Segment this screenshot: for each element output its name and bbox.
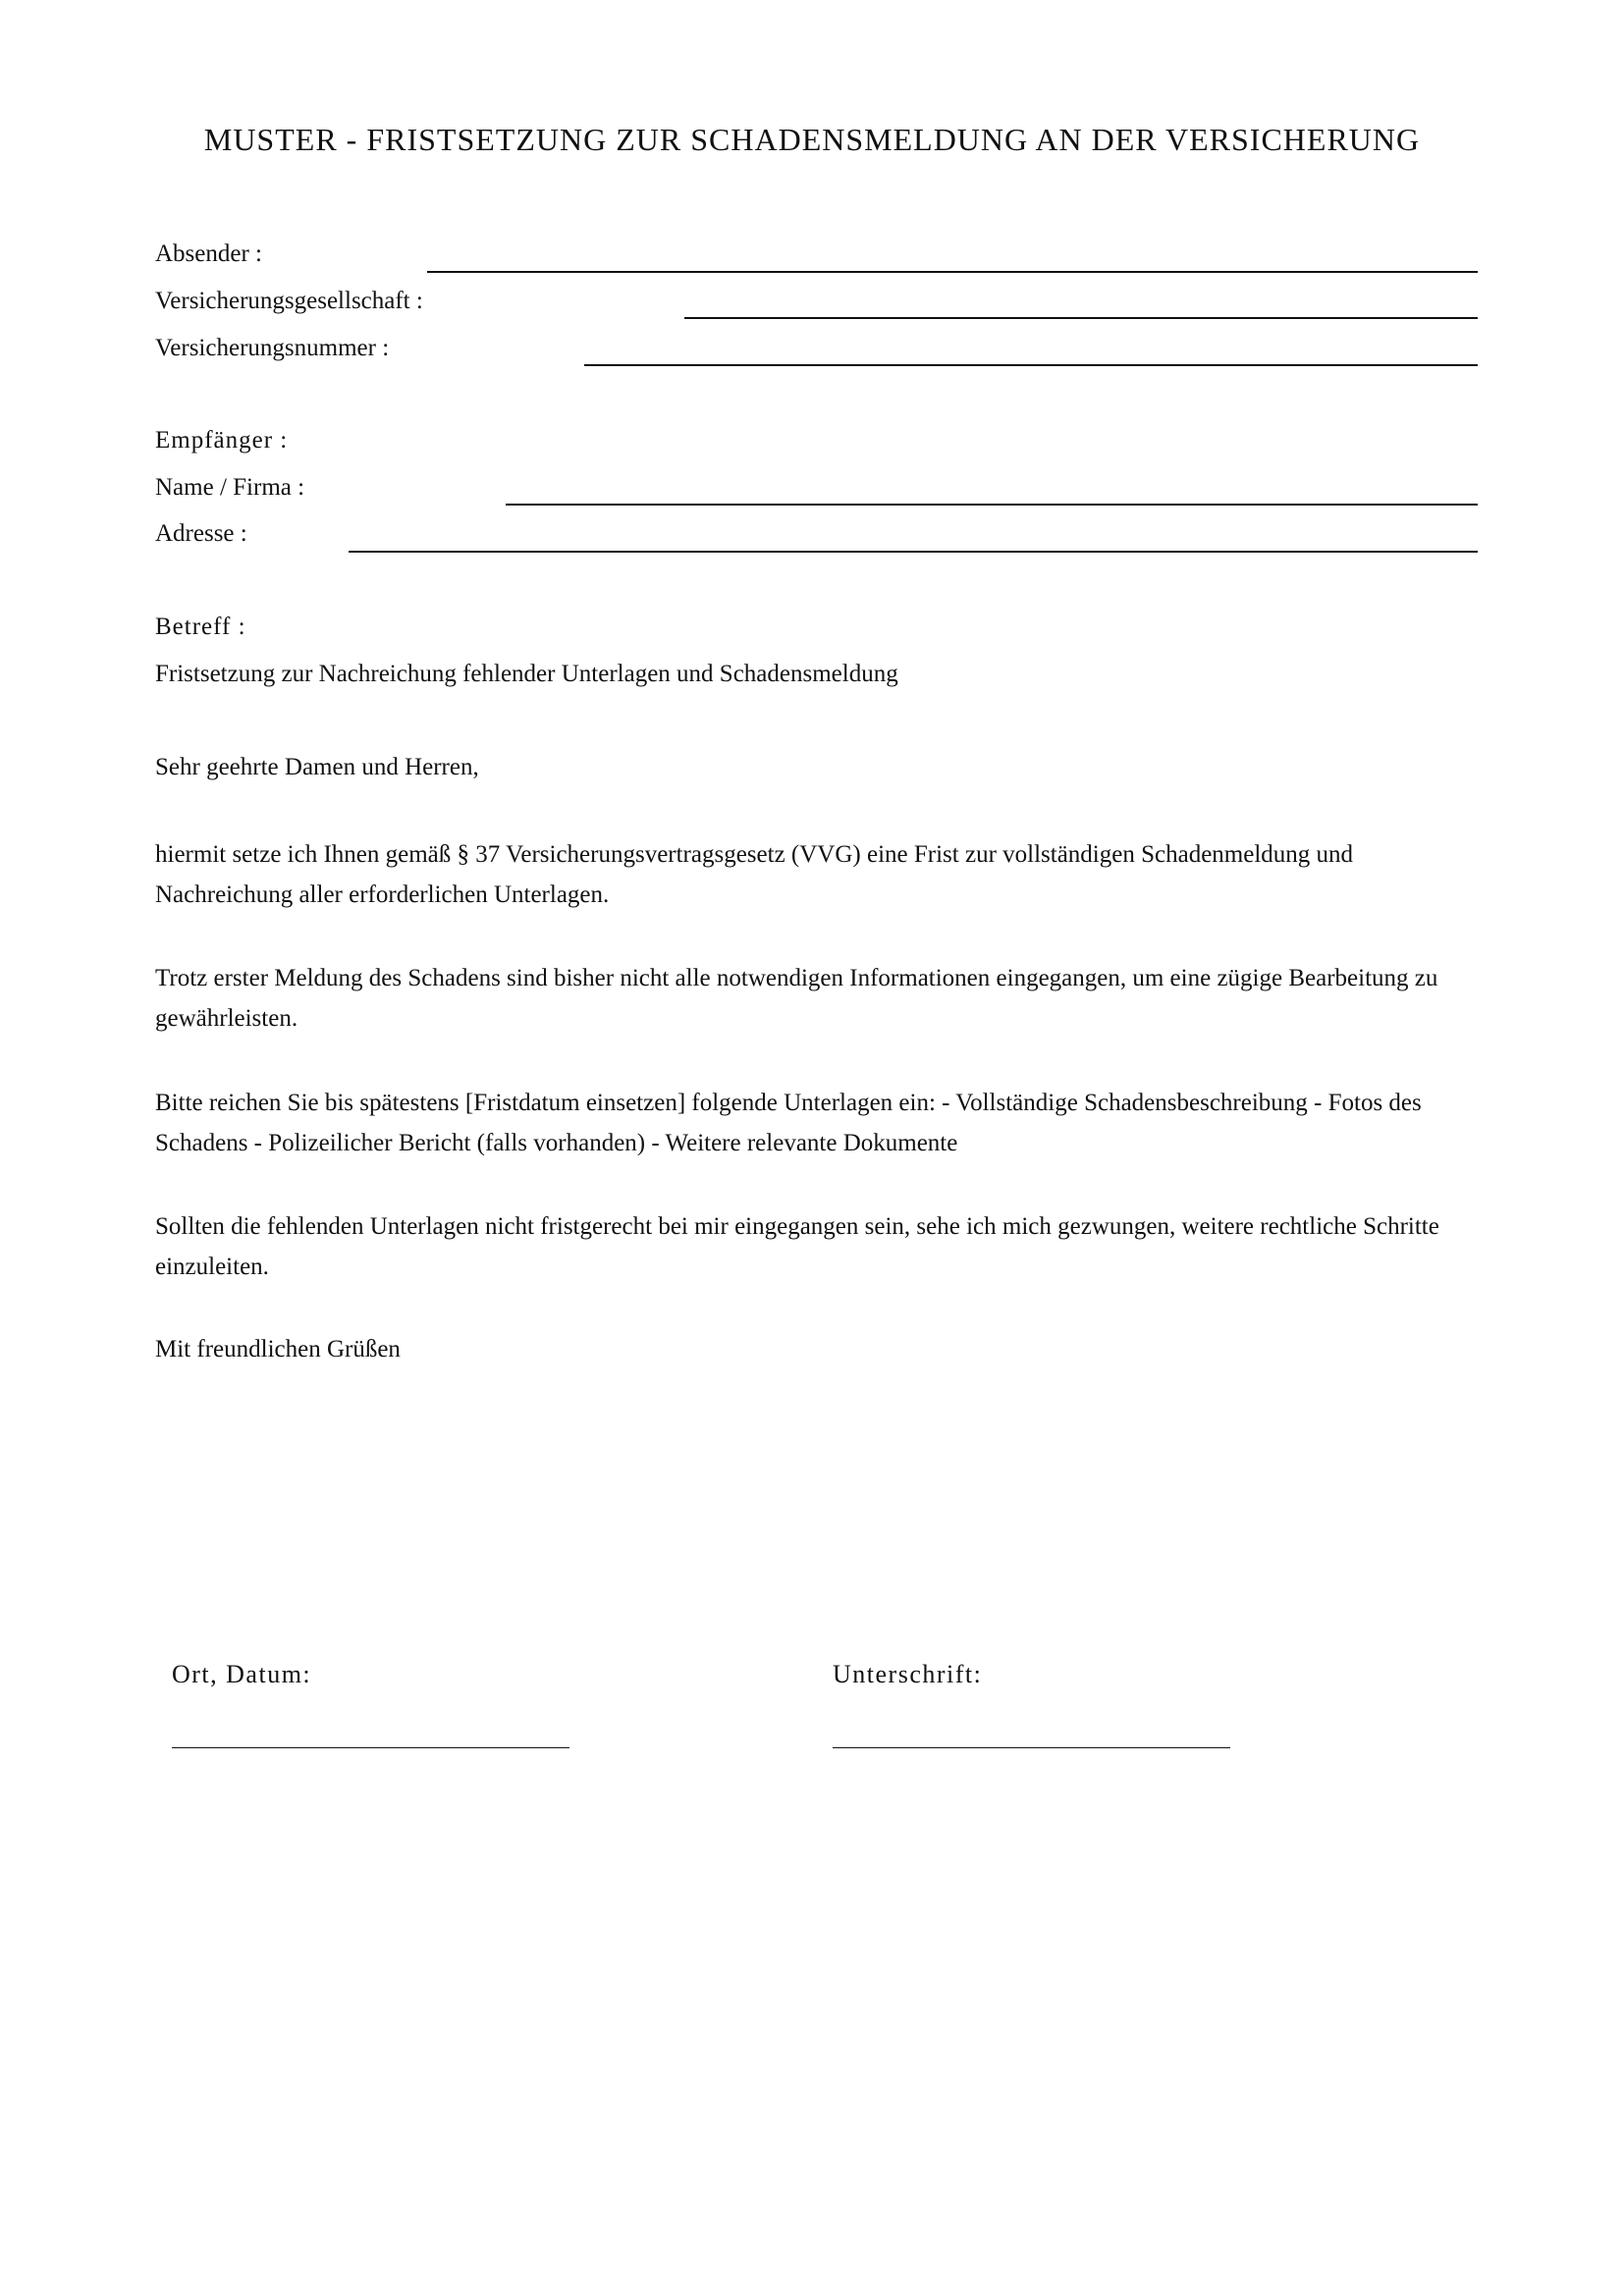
body-paragraph: Trotz erster Meldung des Schadens sind bisher nicht alle notwendigen Informationen eingegangen, um eine zügige Bearbeitung zu gewährleisten. <box>155 965 1438 1032</box>
place-date-line[interactable] <box>172 1747 569 1748</box>
signature-line[interactable] <box>833 1747 1230 1748</box>
closing: Mit freundlichen Grüßen <box>155 1336 401 1362</box>
document-title: MUSTER - FRISTSETZUNG ZUR SCHADENSMELDUNG AN DER VERSICHERUNG <box>203 122 1421 157</box>
place-date-label: Ort, Datum: <box>172 1660 312 1688</box>
body-paragraph: Bitte reichen Sie bis spätestens [Fristdatum einsetzen] folgende Unterlagen ein: - Vollständige Schadensbeschreibung - Fotos des Schadens - Polizeilicher Bericht (falls vorhanden) - Weitere relevante Dokumente <box>155 1090 1422 1156</box>
versicherungsgesellschaft-label: Versicherungsgesellschaft : <box>155 288 423 314</box>
empfaenger-heading: Empfänger : <box>155 427 289 454</box>
absender-label: Absender : <box>155 240 262 267</box>
subject-label: Betreff : <box>155 614 246 640</box>
versicherungsnummer-label: Versicherungsnummer : <box>155 335 390 361</box>
versicherungsnummer-fill-line[interactable] <box>584 364 1478 366</box>
body-paragraph: Sollten die fehlenden Unterlagen nicht fristgerecht bei mir eingegangen sein, sehe ich mich gezwungen, weitere rechtliche Schritte einzuleiten. <box>155 1213 1439 1280</box>
salutation: Sehr geehrte Damen und Herren, <box>155 754 479 780</box>
versicherungsgesellschaft-fill-line[interactable] <box>684 317 1478 319</box>
name-firma-label: Name / Firma : <box>155 474 305 501</box>
body-paragraph: hiermit setze ich Ihnen gemäß § 37 Versicherungsvertragsgesetz (VVG) eine Frist zur vollständigen Schadenmeldung und Nachreichung aller erforderlichen Unterlagen. <box>155 841 1354 908</box>
subject-text: Fristsetzung zur Nachreichung fehlender Unterlagen und Schadensmeldung <box>155 661 898 687</box>
adresse-fill-line[interactable] <box>349 551 1478 553</box>
absender-fill-line[interactable] <box>427 271 1478 273</box>
adresse-label: Adresse : <box>155 520 247 547</box>
signature-label: Unterschrift: <box>833 1660 983 1688</box>
name-firma-fill-line[interactable] <box>506 504 1478 506</box>
